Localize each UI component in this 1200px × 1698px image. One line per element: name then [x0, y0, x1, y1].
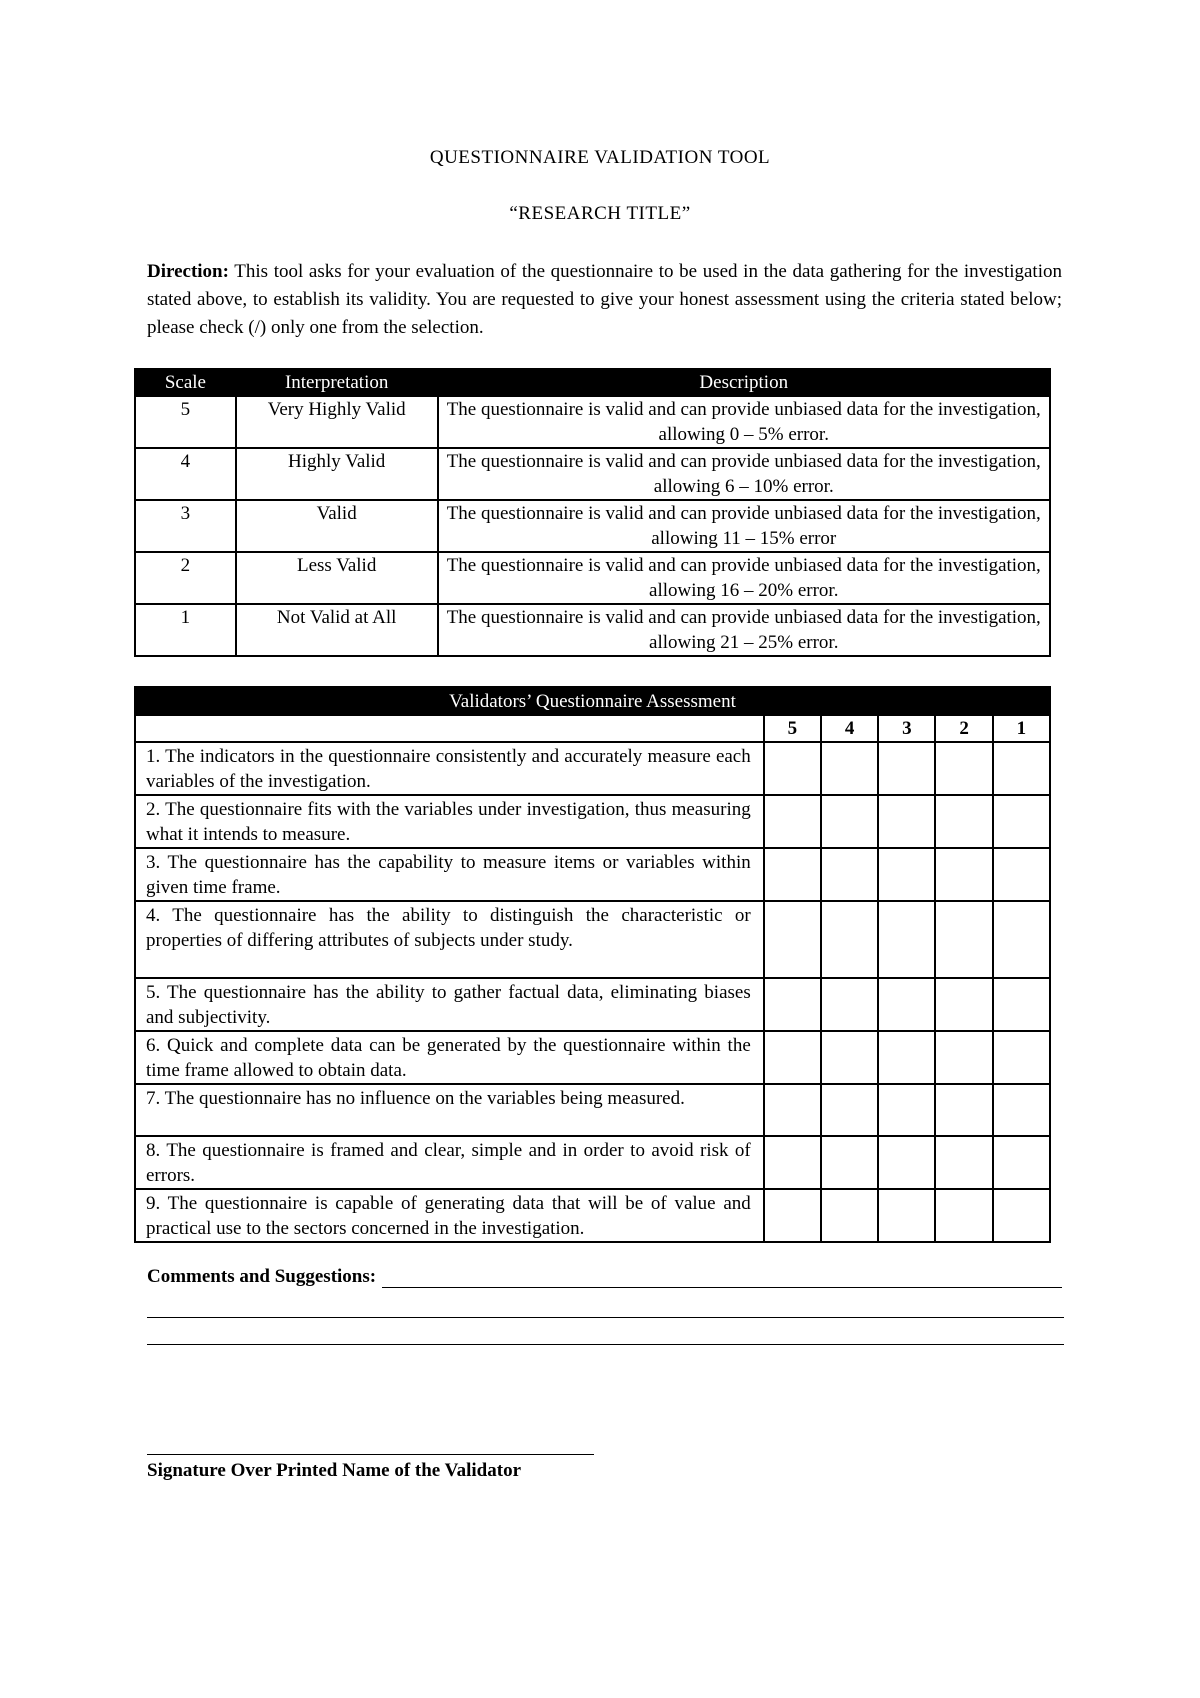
- table-row: [135, 978, 1050, 1031]
- table-row: [135, 742, 1050, 795]
- table-row: [135, 1136, 1050, 1189]
- scale-value: 1: [135, 604, 236, 656]
- rating-header-row: [135, 715, 1050, 742]
- assessment-item: 3. The questionnaire has the capability to measure items or variables within given time frame.: [135, 848, 764, 901]
- comments-input-line-2[interactable]: [147, 1317, 1064, 1318]
- direction-paragraph: [147, 258, 1062, 342]
- check-box-3[interactable]: [878, 1136, 935, 1189]
- check-box-1[interactable]: [993, 1031, 1050, 1084]
- check-box-3[interactable]: [878, 795, 935, 848]
- check-box-4[interactable]: [821, 1031, 878, 1084]
- check-box-4[interactable]: [821, 742, 878, 795]
- check-box-2[interactable]: [935, 901, 992, 978]
- check-box-4[interactable]: [821, 1084, 878, 1136]
- blank-header-cell: [135, 715, 764, 742]
- check-box-1[interactable]: [993, 1189, 1050, 1242]
- table-row: [135, 1189, 1050, 1242]
- check-box-4[interactable]: [821, 795, 878, 848]
- description: The questionnaire is valid and can provide unbiased data for the investigation, allowing 11 – 15% error: [438, 500, 1050, 552]
- check-box-3[interactable]: [878, 978, 935, 1031]
- interpretation: Highly Valid: [236, 448, 438, 500]
- interpretation: Valid: [236, 500, 438, 552]
- check-box-1[interactable]: [993, 901, 1050, 978]
- check-box-4[interactable]: [821, 848, 878, 901]
- table-row: [135, 848, 1050, 901]
- check-box-5[interactable]: [764, 1031, 821, 1084]
- check-box-4[interactable]: [821, 901, 878, 978]
- table-row: [135, 604, 1050, 656]
- check-box-4[interactable]: [821, 1189, 878, 1242]
- direction-text: This tool asks for your evaluation of the questionnaire to be used in the data gathering for the investigation stated above, to establish its validity. You are requested to give your honest assessment using the criteria stated below; please check (/) only one from the selection.: [147, 261, 1062, 338]
- table-row: [135, 552, 1050, 604]
- comments-input-line[interactable]: [382, 1267, 1062, 1288]
- comments-input-line-3[interactable]: [147, 1344, 1064, 1345]
- check-box-1[interactable]: [993, 795, 1050, 848]
- research-title: “RESEARCH TITLE”: [509, 203, 691, 224]
- assessment-item: 7. The questionnaire has no influence on the variables being measured.: [135, 1084, 764, 1136]
- assessment-item: 2. The questionnaire fits with the variables under investigation, thus measuring what it intends to measure.: [135, 795, 764, 848]
- check-box-5[interactable]: [764, 1084, 821, 1136]
- table-row: [135, 1031, 1050, 1084]
- header-description: Description: [438, 369, 1050, 396]
- header-scale: Scale: [135, 369, 236, 396]
- check-box-2[interactable]: [935, 742, 992, 795]
- comments-label: Comments and Suggestions:: [147, 1266, 377, 1287]
- check-box-1[interactable]: [993, 1084, 1050, 1136]
- check-box-2[interactable]: [935, 978, 992, 1031]
- assessment-item: 4. The questionnaire has the ability to distinguish the characteristic or properties of differing attributes of subjects under study.: [135, 901, 764, 978]
- table-row: [135, 795, 1050, 848]
- scale-value: 4: [135, 448, 236, 500]
- rating-column-5: 5: [764, 715, 821, 742]
- check-box-4[interactable]: [821, 978, 878, 1031]
- check-box-3[interactable]: [878, 742, 935, 795]
- description: The questionnaire is valid and can provide unbiased data for the investigation, allowing 6 – 10% error.: [438, 448, 1050, 500]
- assessment-title: Validators’ Questionnaire Assessment: [135, 687, 1050, 715]
- rating-column-2: 2: [935, 715, 992, 742]
- table-row: [135, 500, 1050, 552]
- comments-section: [147, 1266, 1062, 1288]
- check-box-2[interactable]: [935, 1136, 992, 1189]
- check-box-1[interactable]: [993, 978, 1050, 1031]
- direction-label: Direction:: [147, 261, 229, 282]
- table-row: [135, 1084, 1050, 1136]
- check-box-5[interactable]: [764, 848, 821, 901]
- check-box-2[interactable]: [935, 1189, 992, 1242]
- check-box-5[interactable]: [764, 742, 821, 795]
- document-title: QUESTIONNAIRE VALIDATION TOOL: [429, 147, 771, 168]
- check-box-3[interactable]: [878, 901, 935, 978]
- check-box-1[interactable]: [993, 1136, 1050, 1189]
- signature-label: Signature Over Printed Name of the Validator: [147, 1460, 521, 1481]
- check-box-5[interactable]: [764, 978, 821, 1031]
- assessment-item: 5. The questionnaire has the ability to gather factual data, eliminating biases and subjectivity.: [135, 978, 764, 1031]
- check-box-3[interactable]: [878, 1189, 935, 1242]
- assessment-item: 8. The questionnaire is framed and clear, simple and in order to avoid risk of errors.: [135, 1136, 764, 1189]
- check-box-5[interactable]: [764, 1136, 821, 1189]
- check-box-5[interactable]: [764, 901, 821, 978]
- check-box-5[interactable]: [764, 795, 821, 848]
- check-box-2[interactable]: [935, 1084, 992, 1136]
- scale-table-header: [135, 369, 1050, 396]
- check-box-3[interactable]: [878, 1084, 935, 1136]
- description: The questionnaire is valid and can provide unbiased data for the investigation, allowing 21 – 25% error.: [438, 604, 1050, 656]
- table-row: [135, 396, 1050, 448]
- scale-value: 3: [135, 500, 236, 552]
- assessment-item: 9. The questionnaire is capable of generating data that will be of value and practical use to the sectors concerned in the investigation.: [135, 1189, 764, 1242]
- signature-line[interactable]: [147, 1454, 594, 1455]
- rating-column-4: 4: [821, 715, 878, 742]
- header-interpretation: Interpretation: [236, 369, 438, 396]
- check-box-3[interactable]: [878, 1031, 935, 1084]
- check-box-2[interactable]: [935, 848, 992, 901]
- assessment-item: 6. Quick and complete data can be generated by the questionnaire within the time frame allowed to obtain data.: [135, 1031, 764, 1084]
- table-row: [135, 901, 1050, 978]
- check-box-3[interactable]: [878, 848, 935, 901]
- check-box-2[interactable]: [935, 1031, 992, 1084]
- check-box-1[interactable]: [993, 742, 1050, 795]
- table-row: [135, 448, 1050, 500]
- scale-value: 2: [135, 552, 236, 604]
- assessment-item: 1. The indicators in the questionnaire consistently and accurately measure each variables of the investigation.: [135, 742, 764, 795]
- check-box-5[interactable]: [764, 1189, 821, 1242]
- description: The questionnaire is valid and can provide unbiased data for the investigation, allowing 16 – 20% error.: [438, 552, 1050, 604]
- assessment-table: [134, 686, 1051, 1243]
- interpretation: Less Valid: [236, 552, 438, 604]
- description: The questionnaire is valid and can provide unbiased data for the investigation, allowing 0 – 5% error.: [438, 396, 1050, 448]
- rating-column-1: 1: [993, 715, 1050, 742]
- interpretation: Not Valid at All: [236, 604, 438, 656]
- scale-value: 5: [135, 396, 236, 448]
- scale-table: [134, 368, 1051, 657]
- check-box-4[interactable]: [821, 1136, 878, 1189]
- check-box-1[interactable]: [993, 848, 1050, 901]
- interpretation: Very Highly Valid: [236, 396, 438, 448]
- rating-column-3: 3: [878, 715, 935, 742]
- check-box-2[interactable]: [935, 795, 992, 848]
